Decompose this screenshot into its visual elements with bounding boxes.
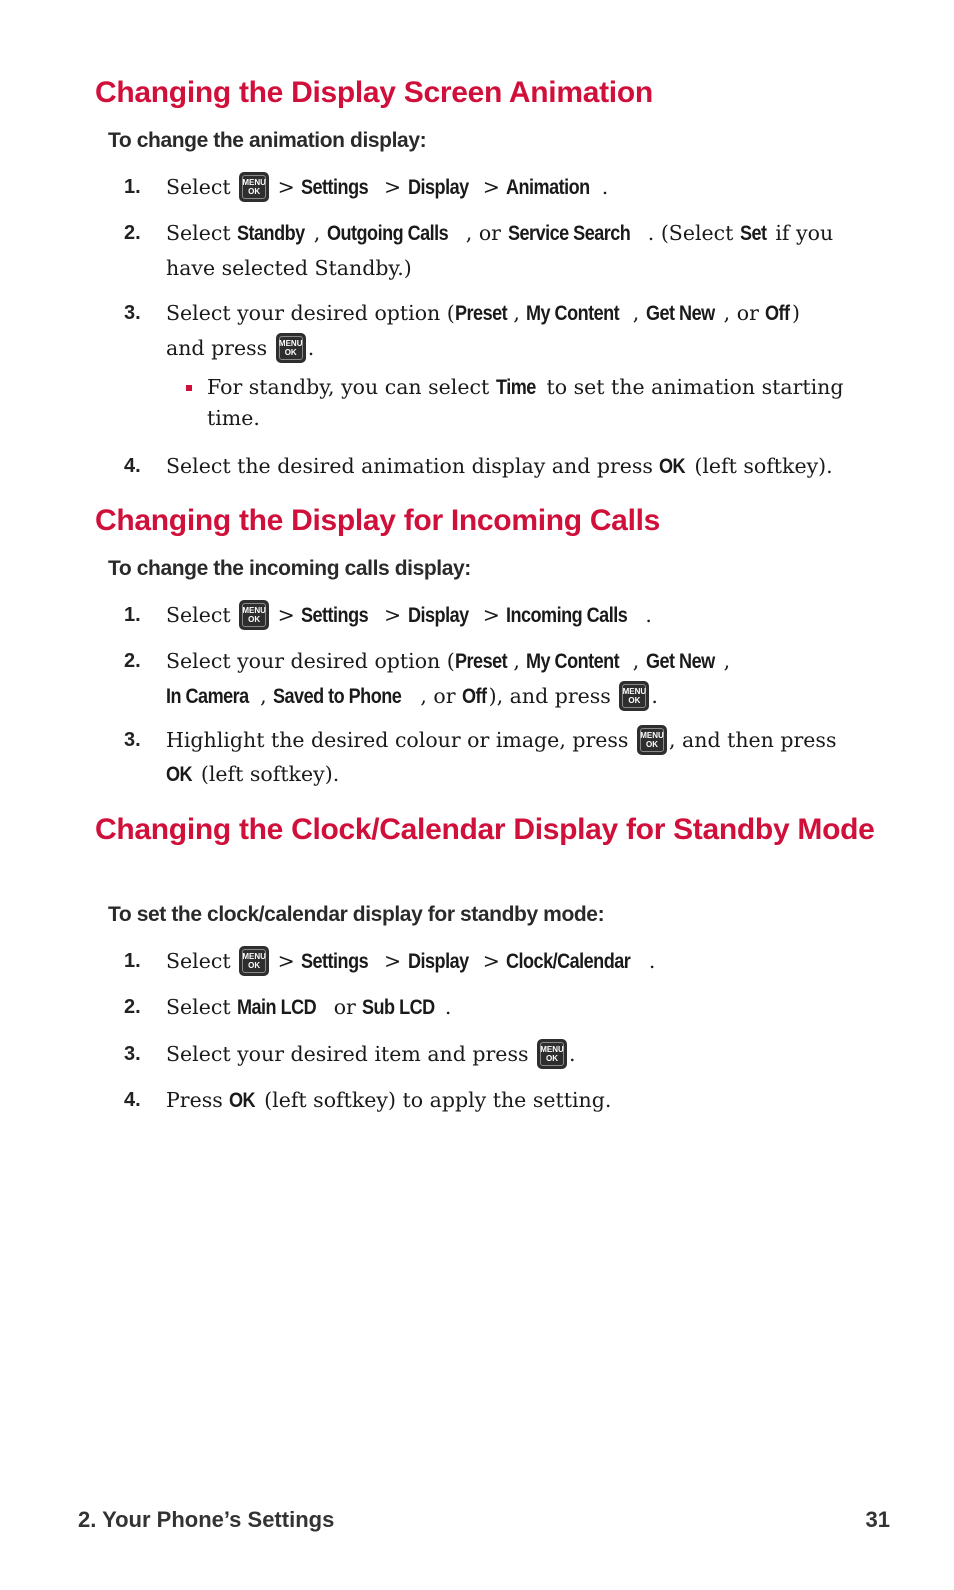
step-text: Select the desired animation display and press OK (left softkey).	[166, 454, 833, 478]
step-text: Select MENU OK > Settings > Display > Incoming Calls .	[166, 598, 878, 633]
menu-ok-key-icon: MENU OK	[537, 1039, 567, 1069]
page-footer	[78, 1506, 890, 1534]
bullet-marker	[186, 385, 192, 391]
step-number: 3.	[124, 1043, 141, 1065]
step-number: 1.	[124, 176, 141, 198]
section-heading-animation: Changing the Display Screen Animation	[95, 76, 653, 109]
step-text: Select MENU OK > Settings > Display > Clock/Calendar .	[166, 944, 878, 979]
page-number: 31	[865, 1507, 890, 1532]
step-text: Select your desired option (Preset , My Content , Get New , In Camera , Saved to Phone , or Off), and press MENU OK .	[166, 644, 878, 714]
step-text: Select your desired item and press MENU OK .	[166, 1037, 878, 1071]
step-text: Select your desired option (Preset , My Content , Get New , or Off) and press MENU OK .	[166, 296, 878, 365]
menu-ok-key-icon: MENU OK	[276, 333, 306, 363]
section-heading-clock-calendar: Changing the Clock/Calendar Display for Standby Mode	[95, 813, 875, 846]
step-number: 2.	[124, 222, 141, 244]
step-text: Press OK (left softkey) to apply the setting.	[166, 1088, 612, 1112]
section-intro-incoming-calls: To change the incoming calls display:	[108, 557, 471, 580]
step-number: 4.	[124, 455, 141, 477]
step-number: 1.	[124, 950, 141, 972]
step-number: 3.	[124, 729, 141, 751]
section-intro-clock-calendar: To set the clock/calendar display for standby mode:	[108, 903, 605, 926]
step-number: 2.	[124, 650, 141, 672]
step-text: Highlight the desired colour or image, press MENU OK , and then press OK (left softkey).	[166, 723, 878, 792]
menu-ok-key-icon: MENU OK	[637, 725, 667, 755]
step-number: 3.	[124, 302, 141, 324]
step-text: Select Main LCD or Sub LCD .	[166, 995, 452, 1019]
step-number: 2.	[124, 996, 141, 1018]
step-number: 4.	[124, 1089, 141, 1111]
menu-ok-key-icon: MENU OK	[239, 600, 269, 630]
menu-ok-key-icon: MENU OK	[239, 172, 269, 202]
footer-chapter: 2. Your Phone’s Settings	[78, 1507, 335, 1532]
menu-ok-key-icon: MENU OK	[619, 681, 649, 711]
bullet-text: For standby, you can select Time to set the animation starting time.	[207, 375, 844, 430]
step-number: 1.	[124, 604, 141, 626]
section-intro-animation: To change the animation display:	[108, 129, 427, 152]
step-text: Select MENU OK > Settings > Display > Animation .	[166, 170, 878, 205]
section-heading-incoming-calls: Changing the Display for Incoming Calls	[95, 504, 661, 537]
step-text: Select Standby , Outgoing Calls , or Service Search . (Select Set if you have selected Standby.)	[166, 221, 834, 280]
menu-ok-key-icon: MENU OK	[239, 946, 269, 976]
